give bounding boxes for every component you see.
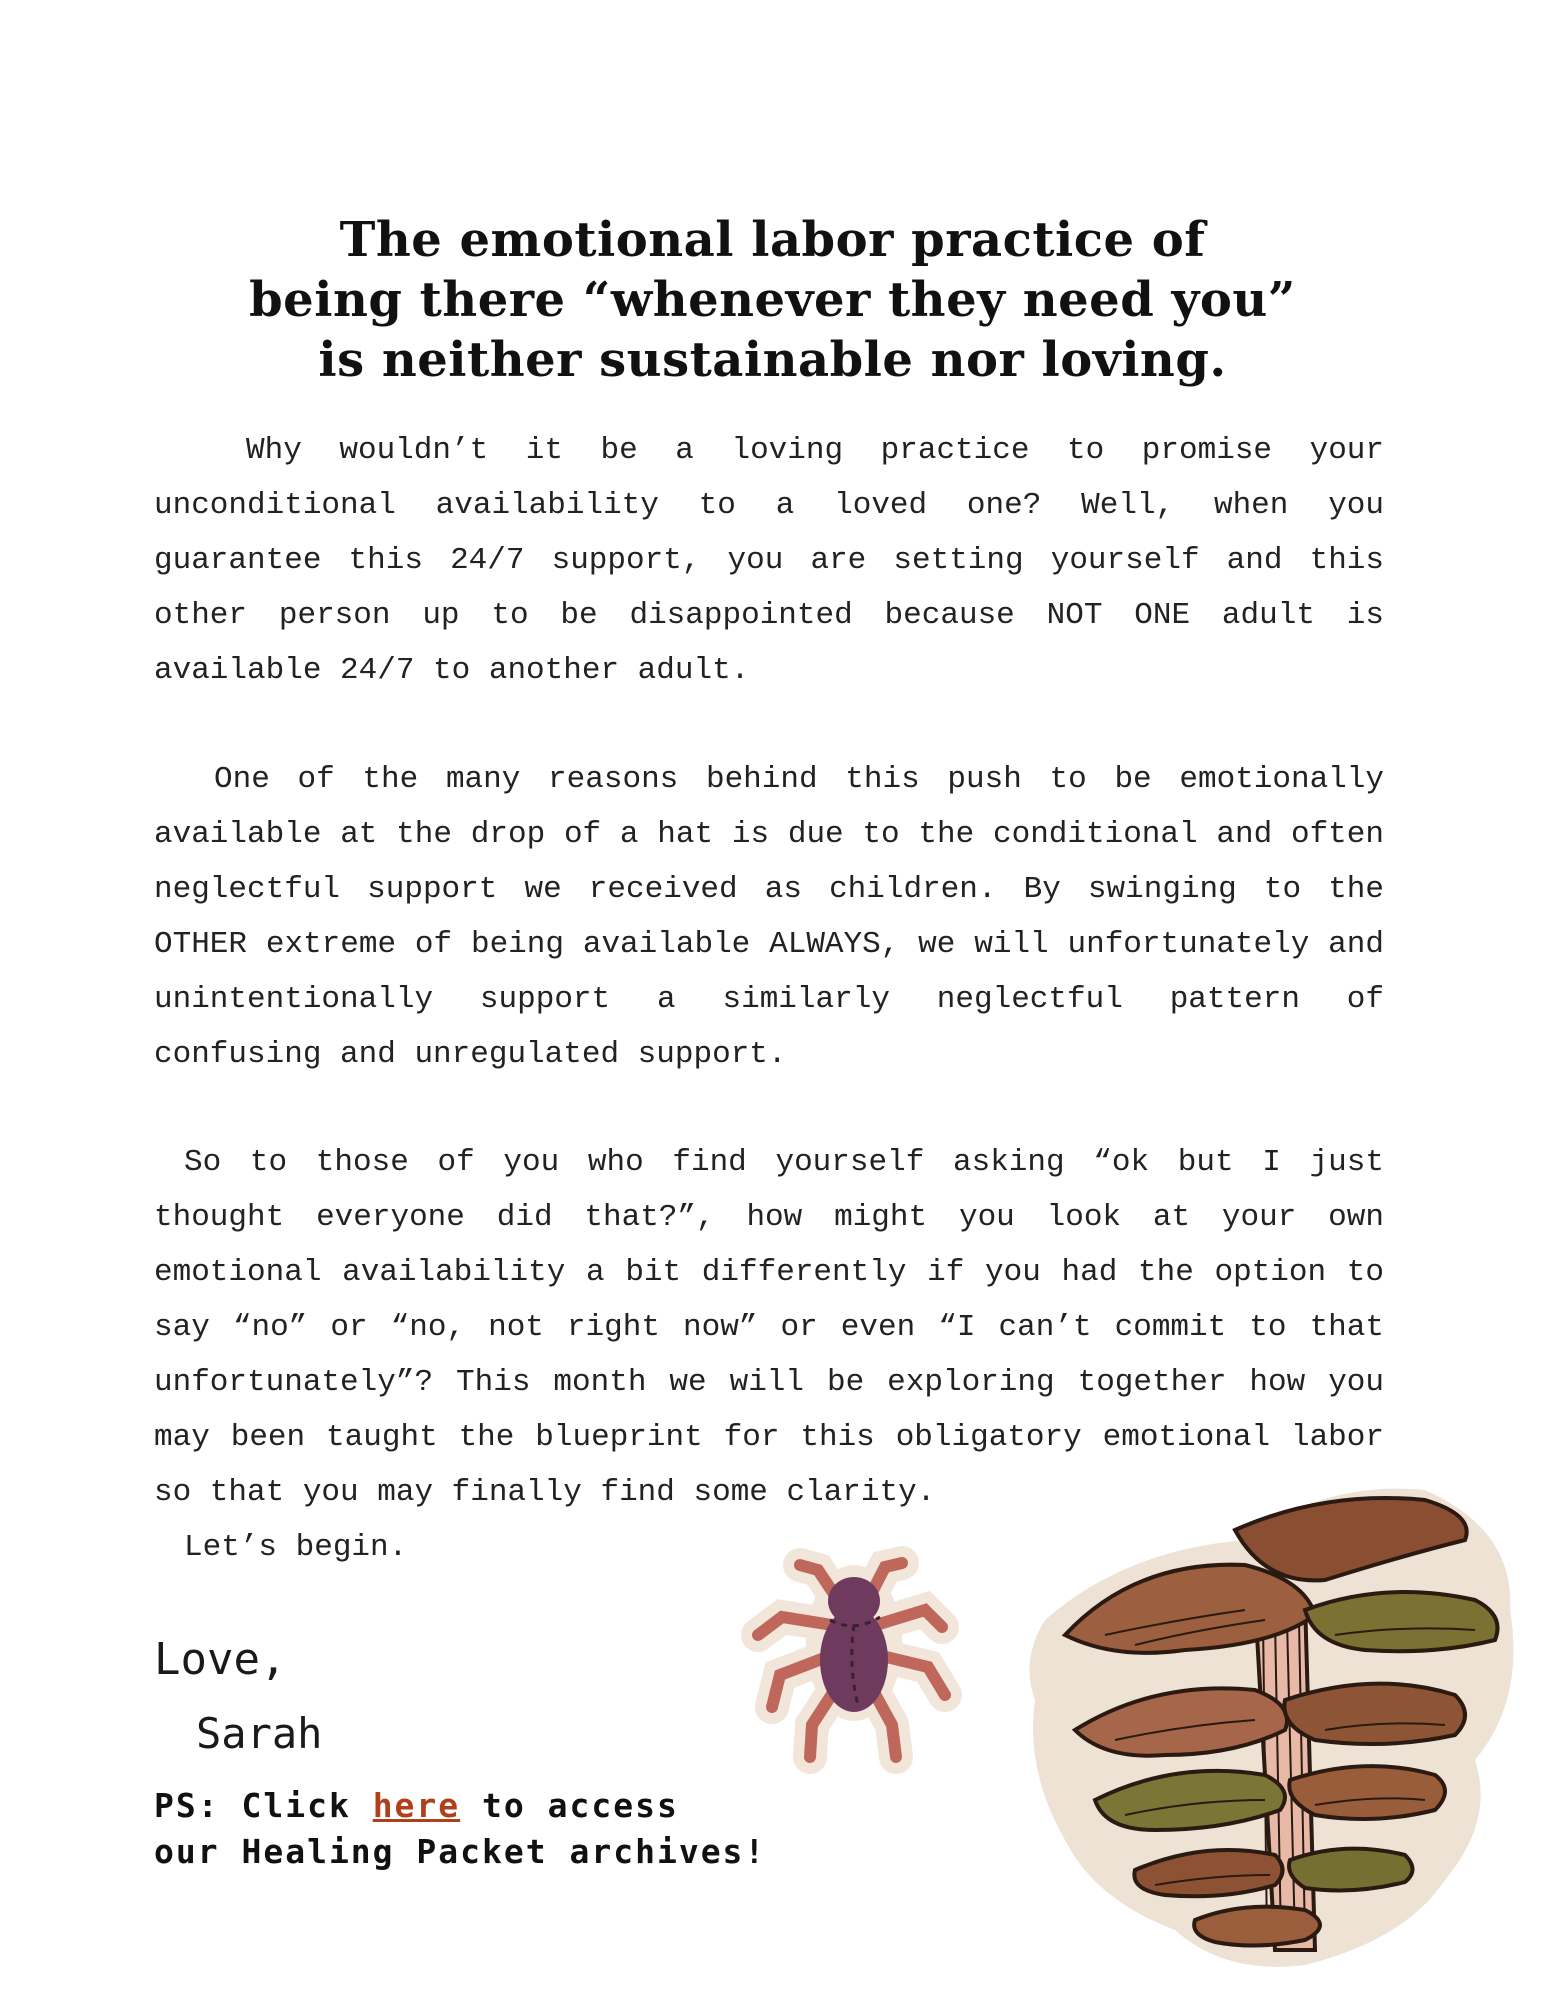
oyster-mushroom-cluster-sticker-icon (1005, 1470, 1530, 1975)
title-line-1: The emotional labor practice of (339, 212, 1206, 268)
ps-note (154, 1783, 874, 1875)
signoff-love: Love, (154, 1634, 287, 1685)
paragraph-2: One of the many reasons behind this push to be emotionally available at the drop of a hat is due to the conditional and often neglectful support we received as children. By swinging to the OTHER extreme of being available ALWAYS, we will unfortunately and unintentionally support a similarly neglectful pattern of confusing and unregulated support. (154, 762, 1384, 1072)
paragraph-3: So to those of you who find yourself asking “ok but I just thought everyone did that?”, how might you look at your own emotional availability a bit differently if you had the option to say “no” or “no, not right now” or even “I can’t commit to that unfortunately”? This month we will be exploring together how you may been taught the blueprint for this obligatory emotional labor so that you may finally find some clarity. (154, 1145, 1384, 1510)
spider-sticker-icon (720, 1525, 980, 1785)
archives-link[interactable]: here (372, 1786, 461, 1825)
signature-name: Sarah (196, 1709, 323, 1758)
ps-line-2: our Healing Packet archives! (154, 1832, 767, 1871)
title-line-2: being there “whenever they need you” (249, 272, 1296, 328)
closing-line: Let’s begin. (184, 1530, 408, 1565)
paragraph-1: Why wouldn’t it be a loving practice to promise your unconditional availability to a loved one? Well, when you guarantee this 24/7 support, you are setting yourself and this other person up to be disappointed because NOT ONE adult is available 24/7 to another adult. (154, 433, 1384, 688)
ps-prefix: PS: Click (154, 1786, 373, 1825)
ps-suffix: to access (460, 1786, 679, 1825)
page-title (140, 210, 1405, 390)
title-line-3: is neither sustainable nor loving. (318, 332, 1227, 388)
